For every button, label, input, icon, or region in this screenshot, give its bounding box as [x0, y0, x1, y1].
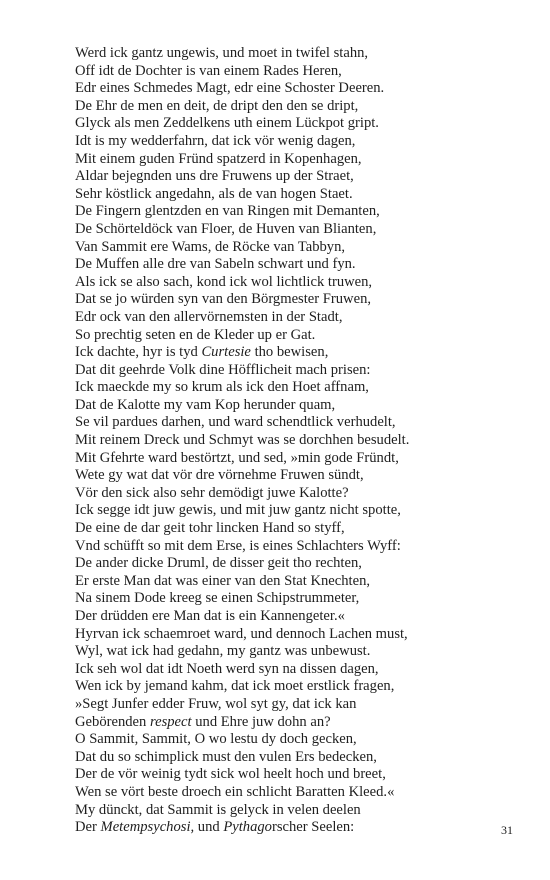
line-text: tho bewisen, [250, 344, 329, 361]
poem-line [75, 397, 525, 415]
poem-line [75, 239, 525, 257]
poem-line [75, 643, 525, 661]
poem-line [75, 538, 525, 556]
poem-line [75, 291, 525, 309]
line-text: Glyck als men Zeddelkens uth einem Lückpot gript. [75, 115, 379, 132]
line-text: Dat dit geehrde Volk dine Höfflicheit mach prisen: [75, 361, 371, 378]
line-text: Na sinem Dode kreeg se einen Schipstrummeter, [75, 590, 360, 607]
poem-line [75, 344, 525, 362]
line-text: rscher Seelen: [271, 819, 355, 836]
line-text: Sehr köstlick angedahn, als de van hogen Staet. [75, 185, 353, 202]
line-text: und Ehre juw dohn an? [191, 713, 331, 730]
poem-line [75, 678, 525, 696]
poem-line [75, 274, 525, 292]
poem-line [75, 115, 525, 133]
line-text: Dat de Kalotte my vam Kop herunder quam, [75, 396, 336, 413]
line-text: Werd ick gantz ungewis, und moet in twifel stahn, [75, 45, 369, 61]
line-text: Als ick se also sach, kond ick wol lichtlick truwen, [75, 273, 373, 290]
poem-line [75, 784, 525, 802]
poem-line [75, 485, 525, 503]
line-text: Mit Gfehrte ward bestörtzt, und sed, »min gode Fründt, [75, 449, 399, 466]
line-text: De Schörteldöck van Floer, de Huven van Blianten, [75, 220, 377, 237]
line-text: und [194, 819, 224, 836]
line-text: Ick maeckde my so krum als ick den Hoet affnam, [75, 379, 369, 396]
italic-text: Pythago [223, 819, 272, 836]
poem-line [75, 714, 525, 732]
poem-line [75, 45, 525, 63]
poem-line [75, 133, 525, 151]
line-text: My dünckt, dat Sammit is gelyck in velen deelen [75, 801, 361, 818]
page-number: 31 [501, 823, 513, 837]
line-text: Wen se vört beste droech ein schlicht Baratten Kleed.« [75, 783, 395, 800]
poem-line [75, 151, 525, 169]
line-text: Edr ock van den allervörnemsten in der Stadt, [75, 308, 343, 325]
italic-text: Metempsychosi, [100, 819, 195, 836]
poem-line [75, 309, 525, 327]
line-text: Gebörenden [75, 713, 150, 730]
poem-line [75, 168, 525, 186]
line-text: Ick dachte, hyr is tyd [75, 344, 202, 361]
line-text: Aldar bejegnden uns dre Fruwens up der Straet, [75, 168, 354, 185]
poem-line [75, 63, 525, 81]
line-text: Er erste Man dat was einer van den Stat Knechten, [75, 572, 371, 589]
line-text: Mit einem guden Fründ spatzerd in Kopenhagen, [75, 150, 362, 167]
line-text: Vnd schüfft so mit dem Erse, is eines Schlachters Wyff: [75, 537, 401, 554]
line-text: De Fingern glentzden en van Ringen mit Demanten, [75, 203, 380, 220]
poem-text [75, 45, 525, 837]
poem-line [75, 221, 525, 239]
poem-line [75, 203, 525, 221]
line-text: So prechtig seten en de Kleder up er Gat. [75, 326, 316, 343]
line-text: Se vil pardues darhen, und ward schendtlick verhudelt, [75, 414, 396, 431]
line-text: De Ehr de men en deit, de dript den den se dript, [75, 97, 359, 114]
poem-line [75, 432, 525, 450]
poem-line [75, 256, 525, 274]
line-text: Wyl, wat ick had gedahn, my gantz was unbewust. [75, 643, 371, 660]
poem-line [75, 819, 525, 837]
poem-line [75, 590, 525, 608]
line-text: Ick segge idt juw gewis, und mit juw gantz nicht spotte, [75, 502, 401, 519]
poem-line [75, 749, 525, 767]
line-text: Dat se jo würden syn van den Börgmester Fruwen, [75, 291, 372, 308]
line-text: De ander dicke Druml, de disser geit tho rechten, [75, 555, 362, 572]
poem-line [75, 327, 525, 345]
line-text: Ick seh wol dat idt Noeth werd syn na dissen dagen, [75, 660, 379, 677]
line-text: Idt is my wedderfahrn, dat ick vör wenig dagen, [75, 132, 356, 149]
line-text: Wen ick by jemand kahm, dat ick moet erstlick fragen, [75, 678, 395, 695]
line-text: Van Sammit ere Wams, de Röcke van Tabbyn, [75, 238, 346, 255]
poem-line [75, 362, 525, 380]
poem-line [75, 802, 525, 820]
line-text: De eine de dar geit tohr lincken Hand so styff, [75, 520, 345, 537]
poem-line [75, 450, 525, 468]
poem-line [75, 502, 525, 520]
line-text: Der drüdden ere Man dat is ein Kannengeter.« [75, 608, 345, 624]
poem-line [75, 661, 525, 679]
poem-line [75, 731, 525, 749]
line-text: Hyrvan ick schaemroet ward, und dennoch Lachen must, [75, 625, 408, 642]
poem-line [75, 186, 525, 204]
poem-line [75, 467, 525, 485]
line-text: Der [75, 819, 101, 836]
poem-line [75, 555, 525, 573]
line-text: Off idt de Dochter is van einem Rades Heren, [75, 62, 342, 79]
poem-line [75, 766, 525, 784]
line-text: Edr eines Schmedes Magt, edr eine Schoster Deeren. [75, 80, 385, 97]
poem-line [75, 696, 525, 714]
poem-line [75, 626, 525, 644]
poem-line [75, 379, 525, 397]
line-text: Mit reinem Dreck und Schmyt was se dorchhen besudelt. [75, 432, 410, 449]
poem-line [75, 608, 525, 626]
line-text: O Sammit, Sammit, O wo lestu dy doch gecken, [75, 731, 357, 748]
line-text: Dat du so schimplick must den vulen Ers bedecken, [75, 748, 377, 765]
italic-text: Curtesie [201, 344, 251, 361]
poem-line [75, 520, 525, 538]
line-text: De Muffen alle dre van Sabeln schwart und fyn. [75, 256, 356, 273]
line-text: »Segt Junfer edder Fruw, wol syt gy, dat ick kan [75, 695, 357, 712]
poem-line [75, 414, 525, 432]
italic-text: respect [149, 713, 192, 730]
line-text: Wete gy wat dat vör dre vörnehme Fruwen sündt, [75, 467, 364, 484]
poem-line [75, 98, 525, 116]
poem-line [75, 573, 525, 591]
line-text: Vör den sick also sehr demödigt juwe Kalotte? [75, 484, 349, 501]
poem-line [75, 80, 525, 98]
line-text: Der de vör weinig tydt sick wol heelt hoch und breet, [75, 766, 386, 783]
